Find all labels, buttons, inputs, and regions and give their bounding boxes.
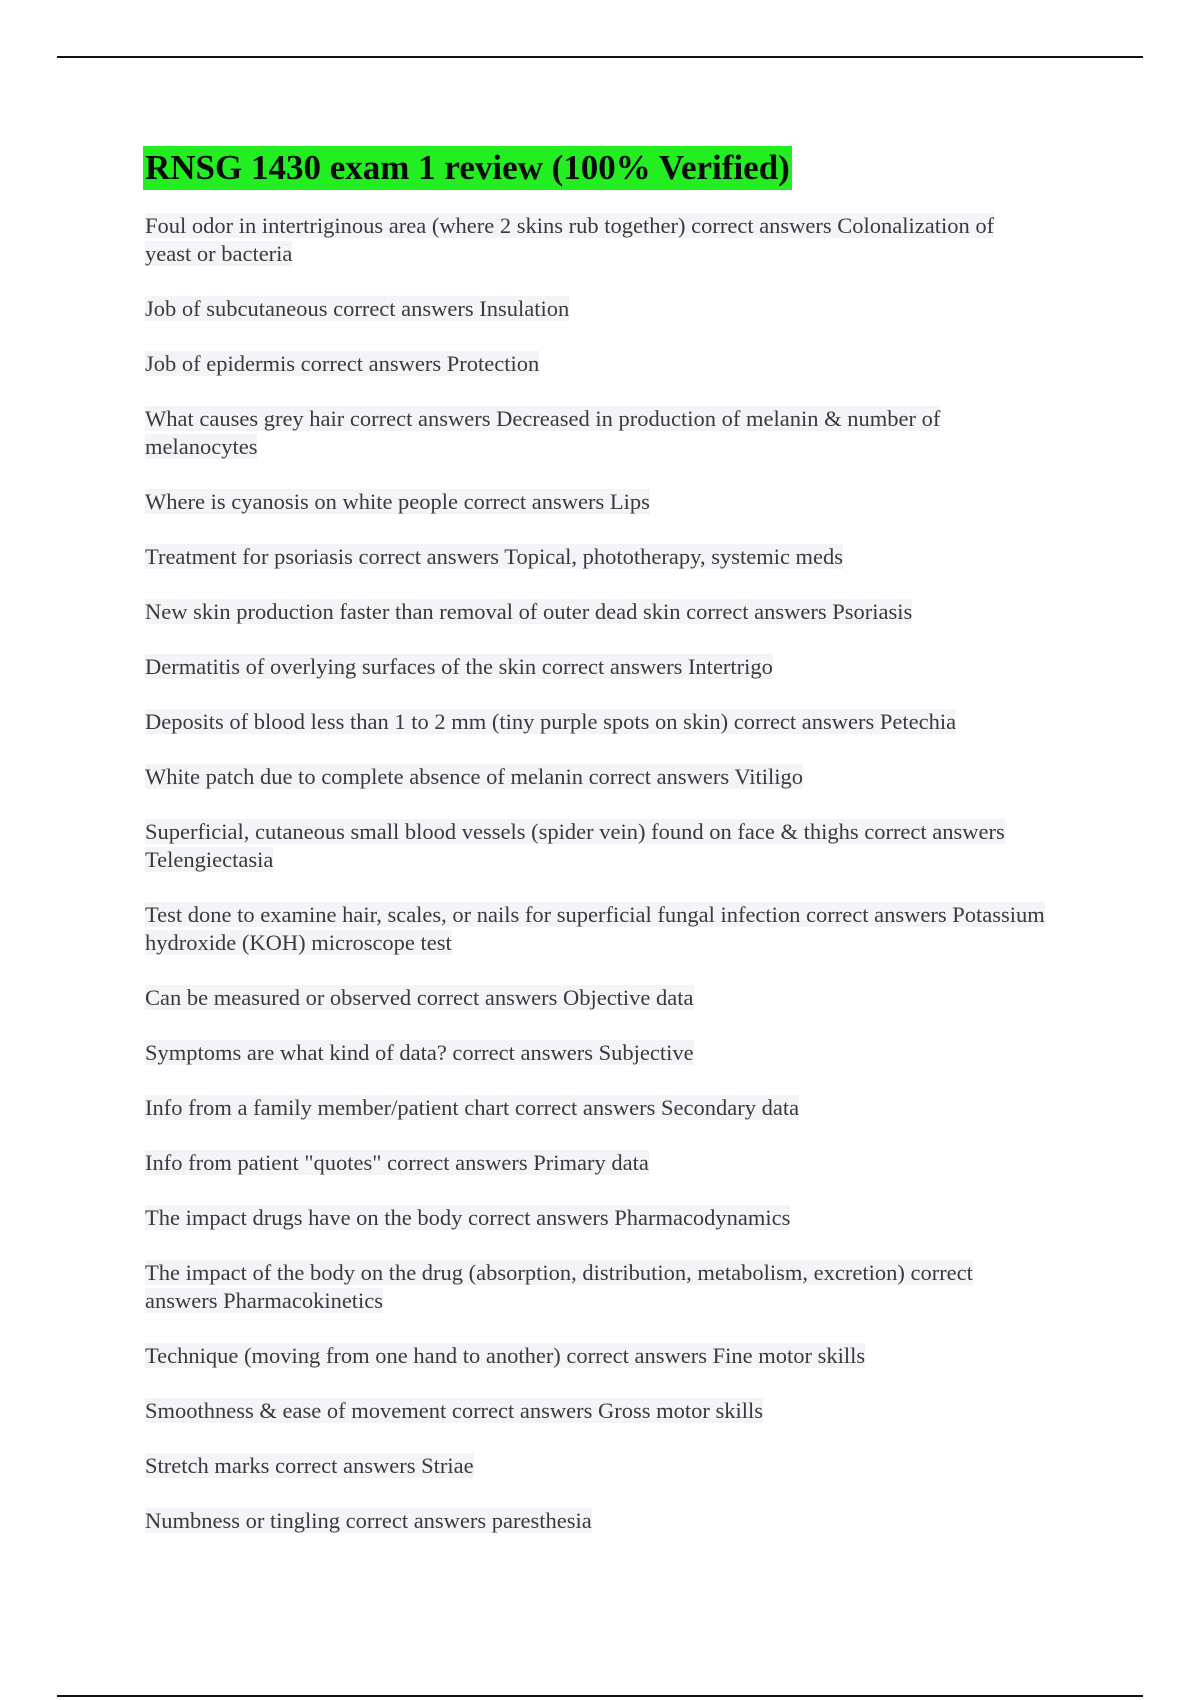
qa-item: Smoothness & ease of movement correct answers Gross motor skills: [145, 1398, 764, 1423]
document-body: [145, 146, 1045, 1562]
qa-item: Job of subcutaneous correct answers Insulation: [145, 296, 570, 321]
document-title: RNSG 1430 exam 1 review (100% Verified): [143, 146, 792, 190]
qa-item: Dermatitis of overlying surfaces of the skin correct answers Intertrigo: [145, 654, 773, 679]
qa-item: Deposits of blood less than 1 to 2 mm (tiny purple spots on skin) correct answers Petechia: [145, 709, 957, 734]
qa-item: Can be measured or observed correct answers Objective data: [145, 985, 694, 1010]
top-rule: [57, 56, 1143, 58]
qa-item: White patch due to complete absence of melanin correct answers Vitiligo: [145, 764, 803, 789]
qa-item: Job of epidermis correct answers Protection: [145, 351, 540, 376]
qa-item: Symptoms are what kind of data? correct answers Subjective: [145, 1040, 694, 1065]
bottom-rule: [57, 1695, 1143, 1697]
qa-item: New skin production faster than removal of outer dead skin correct answers Psoriasis: [145, 599, 913, 624]
qa-item: The impact of the body on the drug (absorption, distribution, metabolism, excretion) correct answers Pharmacokinetics: [145, 1260, 973, 1313]
qa-item: Where is cyanosis on white people correct answers Lips: [145, 489, 650, 514]
qa-item: Info from patient "quotes" correct answers Primary data: [145, 1150, 649, 1175]
qa-item: Technique (moving from one hand to another) correct answers Fine motor skills: [145, 1343, 866, 1368]
qa-item: What causes grey hair correct answers Decreased in production of melanin & number of melanocytes: [145, 406, 941, 459]
qa-item: Test done to examine hair, scales, or nails for superficial fungal infection correct answers Potassium hydroxide (KOH) microscope test: [145, 902, 1045, 955]
qa-item: Superficial, cutaneous small blood vessels (spider vein) found on face & thighs correct answers Telengiectasia: [145, 819, 1005, 872]
qa-item: Info from a family member/patient chart correct answers Secondary data: [145, 1095, 800, 1120]
qa-item: Numbness or tingling correct answers paresthesia: [145, 1508, 592, 1533]
qa-item: Treatment for psoriasis correct answers Topical, phototherapy, systemic meds: [145, 544, 844, 569]
qa-item: Foul odor in intertriginous area (where 2 skins rub together) correct answers Colonalization of yeast or bacteria: [145, 213, 995, 266]
qa-item: The impact drugs have on the body correct answers Pharmacodynamics: [145, 1205, 791, 1230]
qa-item: Stretch marks correct answers Striae: [145, 1453, 474, 1478]
qa-list: [145, 212, 1045, 1535]
